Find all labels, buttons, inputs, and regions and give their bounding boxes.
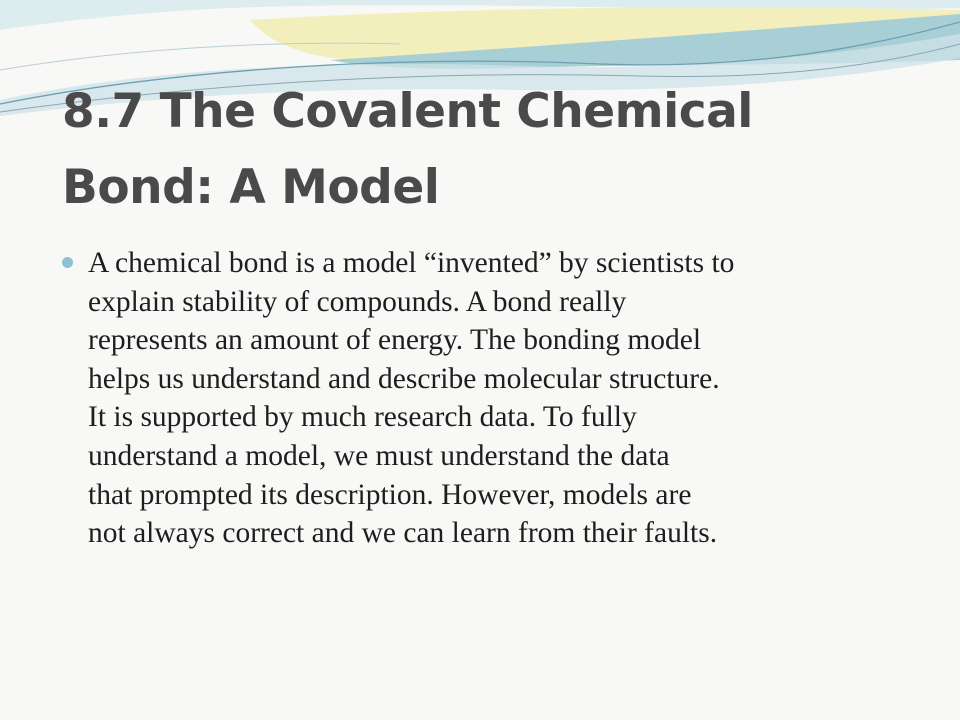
slide-title-line-1: 8.7 The Covalent Chemical	[62, 84, 753, 139]
bullet-dot-icon	[62, 257, 73, 268]
bullet-list	[62, 244, 922, 553]
slide-title	[62, 74, 922, 226]
bullet-line-6: understand a model, we must understand the data	[88, 439, 670, 472]
bullet-line-8: not always correct and we can learn from their faults.	[88, 517, 718, 550]
bullet-item	[62, 244, 922, 553]
bullet-line-4: helps us understand and describe molecular structure.	[88, 362, 720, 395]
bullet-line-3: represents an amount of energy. The bonding model	[88, 324, 702, 357]
bullet-line-1: A chemical bond is a model “invented” by scientists to	[88, 247, 735, 279]
bullet-line-5: It is supported by much research data. To fully	[88, 401, 637, 434]
bullet-line-2: explain stability of compounds. A bond really	[88, 285, 627, 318]
slide-title-line-2: Bond: A Model	[62, 160, 440, 215]
bullet-line-7: that prompted its description. However, models are	[88, 478, 692, 511]
